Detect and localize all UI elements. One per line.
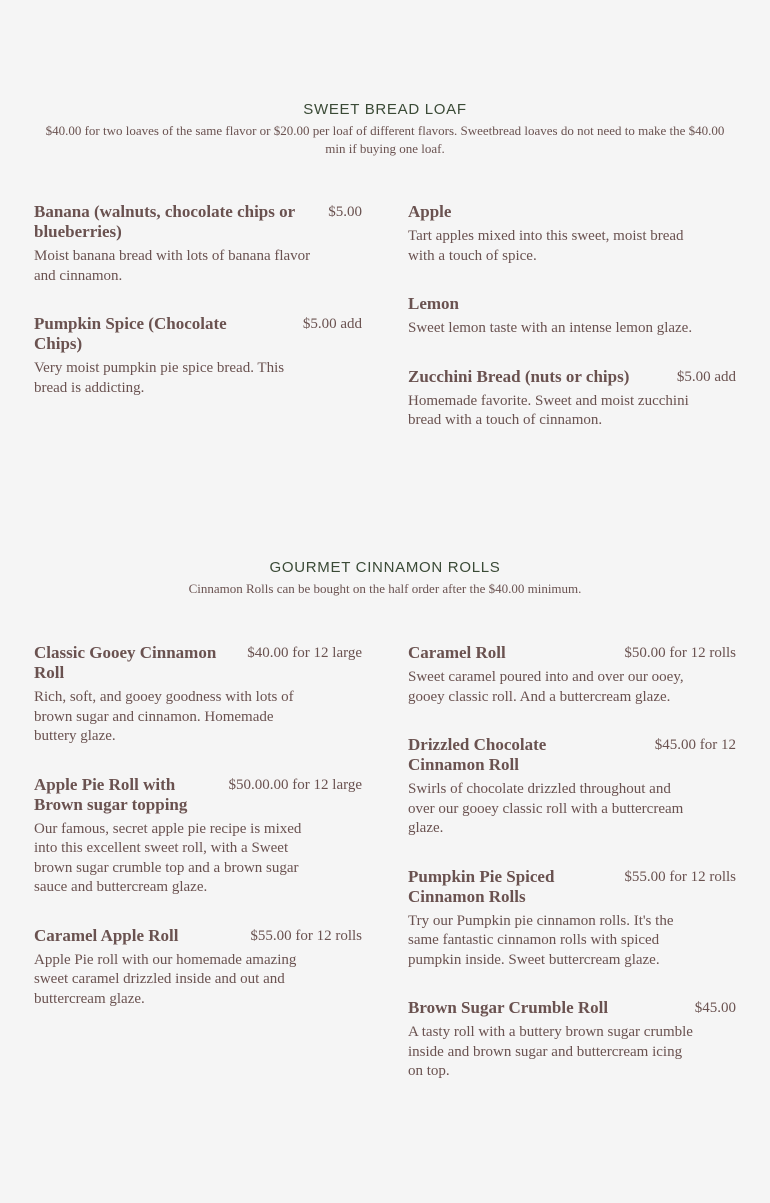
item-price: $40.00 for 12 large — [247, 645, 362, 661]
menu-item — [408, 202, 736, 266]
item-description: A tasty roll with a buttery brown sugar crumble inside and brown sugar and buttercream icing on top. — [408, 1024, 693, 1079]
item-name: Caramel Apple Roll — [34, 925, 179, 945]
item-description: Swirls of chocolate drizzled throughout and over our gooey classic roll with a buttercream glaze. — [408, 781, 684, 836]
item-price: $5.00 add — [676, 368, 736, 385]
menu-item — [34, 314, 362, 398]
item-name: Pumpkin Spice (Chocolate Chips) — [34, 314, 227, 353]
item-description: Apple Pie roll with our homemade amazing sweet caramel drizzled inside and out and buttercream glaze. — [34, 951, 297, 1007]
section-subtitle: Cinnamon Rolls can be bought on the half order after the $40.00 minimum. — [188, 581, 582, 596]
item-price: $55.00 for 12 rolls — [250, 927, 362, 944]
section-title: GOURMET CINNAMON ROLLS — [269, 559, 501, 576]
menu-item — [408, 867, 736, 971]
item-name: Classic Gooey Cinnamon Roll — [34, 643, 217, 682]
item-name: Zucchini Bread (nuts or chips) — [408, 366, 630, 386]
item-name: Drizzled Chocolate Cinnamon Roll — [408, 735, 547, 774]
cinnamon-right-column — [408, 643, 736, 1110]
sweet-bread-section — [0, 101, 770, 158]
item-description: Our famous, secret apple pie recipe is mixed into this excellent sweet roll, with a Sweet brown sugar crumble top and a brown sugar sauce and buttercream glaze. — [34, 820, 302, 895]
section-subtitle: $40.00 for two loaves of the same flavor or $20.00 per loaf of different flavors. Sweetbread loaves do not need to make the $40.00 min if buying one loaf. — [45, 123, 725, 156]
menu-item — [34, 775, 362, 898]
item-name: Lemon — [408, 294, 459, 313]
menu-item — [34, 202, 362, 286]
item-name: Apple — [408, 202, 452, 221]
cinnamon-left-column — [34, 643, 362, 1037]
menu-item — [34, 926, 362, 1010]
menu-item — [34, 643, 362, 747]
sweet-bread-right-column — [408, 202, 736, 459]
item-name: Apple Pie Roll with Brown sugar topping — [34, 774, 188, 814]
item-name: Banana (walnuts, chocolate chips or blueberries) — [34, 202, 295, 241]
item-description: Moist banana bread with lots of banana flavor and cinnamon. — [34, 248, 311, 284]
menu-item — [408, 294, 736, 339]
item-description: Sweet lemon taste with an intense lemon glaze. — [408, 320, 693, 336]
item-price: $5.00 — [328, 204, 362, 220]
item-price: $5.00 add — [302, 316, 362, 332]
item-description: Homemade favorite. Sweet and moist zucchini bread with a touch of cinnamon. — [408, 392, 689, 428]
item-price: $55.00 for 12 rolls — [624, 868, 736, 885]
item-price: $45.00 — [694, 1000, 736, 1016]
section-title: SWEET BREAD LOAF — [303, 101, 467, 118]
item-description: Rich, soft, and gooey goodness with lots of brown sugar and cinnamon. Homemade buttery glaze. — [34, 689, 294, 744]
item-name: Brown Sugar Crumble Roll — [408, 998, 609, 1017]
item-description: Sweet caramel poured into and over our ooey, gooey classic roll. And a buttercream glaze. — [408, 669, 684, 705]
item-description: Very moist pumpkin pie spice bread. This bread is addicting. — [34, 360, 285, 396]
menu-item — [408, 735, 736, 839]
item-name: Pumpkin Pie Spiced Cinnamon Rolls — [408, 866, 555, 906]
item-price: $50.00 for 12 rolls — [624, 645, 736, 661]
cinnamon-rolls-section — [0, 559, 770, 598]
menu-item — [408, 998, 736, 1082]
menu-item — [408, 367, 736, 431]
sweet-bread-left-column — [34, 202, 362, 426]
item-name: Caramel Roll — [408, 643, 506, 662]
item-description: Try our Pumpkin pie cinnamon rolls. It's the same fantastic cinnamon rolls with spiced pumpkin inside. Sweet buttercream glaze. — [408, 912, 674, 968]
menu-item — [408, 643, 736, 707]
item-price: $50.00.00 for 12 large — [228, 776, 362, 793]
item-description: Tart apples mixed into this sweet, moist bread with a touch of spice. — [408, 228, 684, 264]
item-price: $45.00 for 12 — [654, 737, 736, 753]
